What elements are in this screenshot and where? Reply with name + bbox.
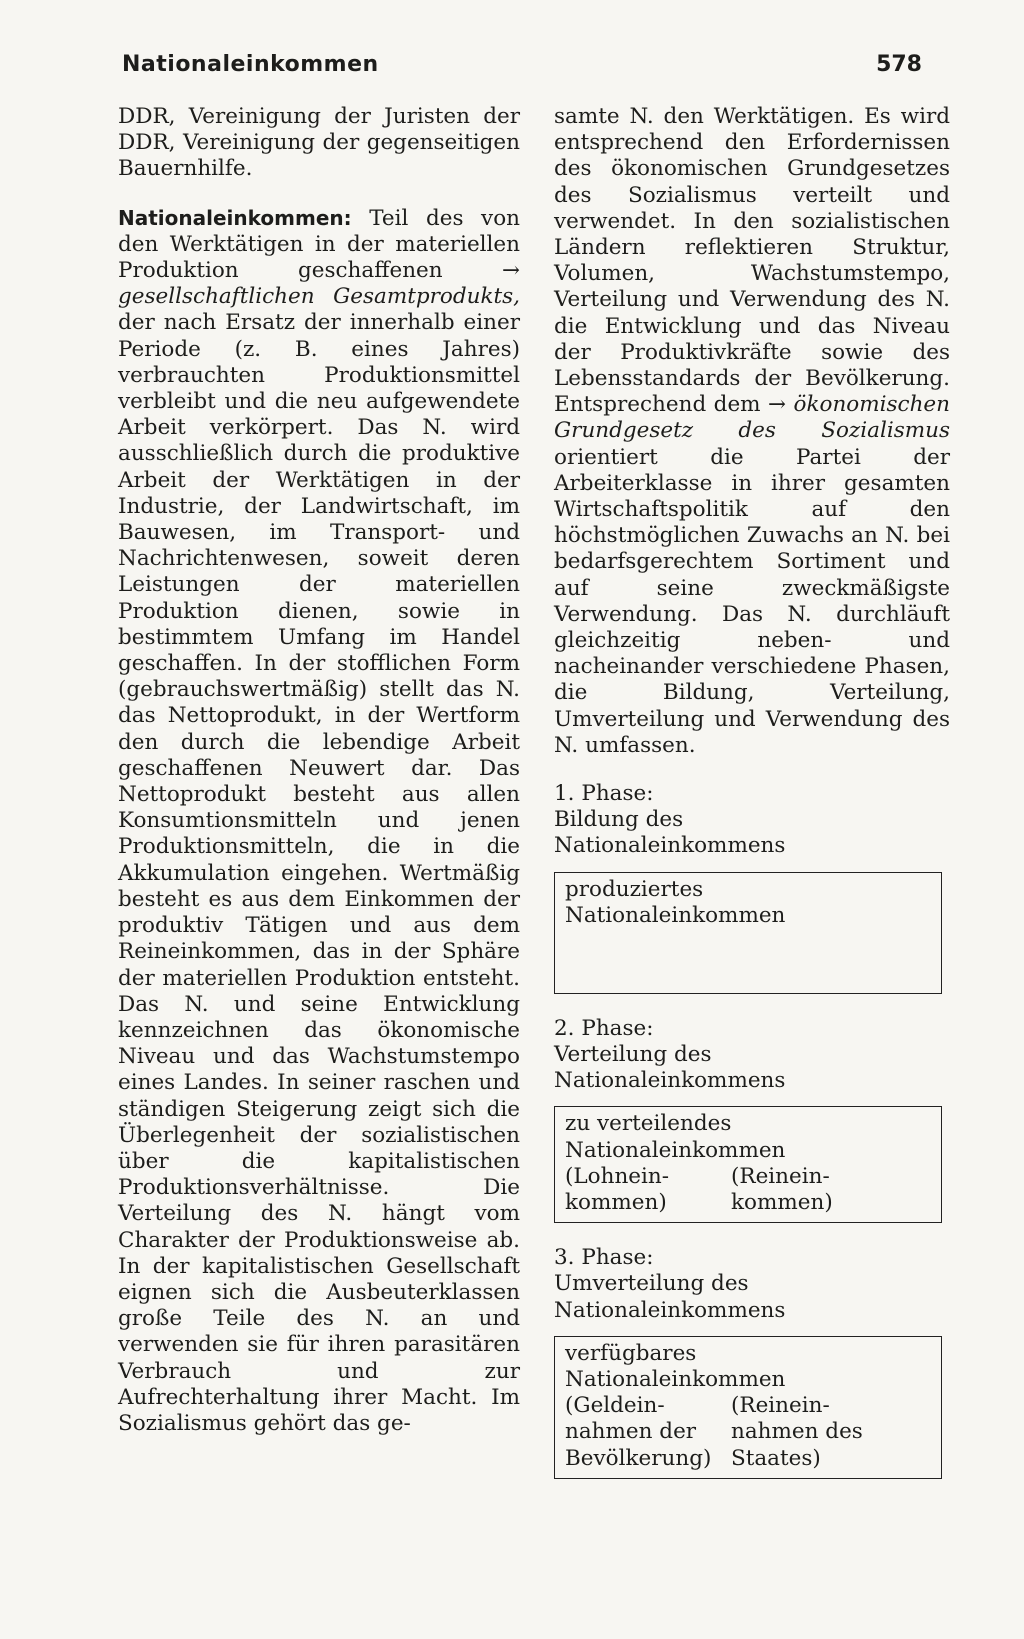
phase-box xyxy=(554,872,942,994)
phase-label: 3. Phase: xyxy=(554,1245,654,1271)
entry-term: Nationaleinkommen: xyxy=(118,205,352,230)
phase-name-line: Umverteilung des xyxy=(554,1271,749,1297)
intro-paragraph: DDR, Vereinigung der Juristen der DDR, Vereinigung der gegenseitigen Bauernhilfe. xyxy=(118,104,520,182)
continued-text-2: orientiert die Partei der Arbeiterklasse in ihrer gesamten Wirtschaftspolitik auf den höchstmöglichen Zuwachs an N. bei bedarfsgerechtem Sortiment und auf seine zweckmäßigste Verwendung. Das N. durchläuft gleichzeitig neben- und nacheinander verschiedene Phasen, die Bildung, Verteilung, Umverteilung und Verwendung des N. umfassen. xyxy=(554,444,950,758)
box-line: Nationaleinkommen xyxy=(565,1366,786,1392)
phase-name-line: Nationaleinkommens xyxy=(554,1297,786,1323)
cross-reference-gesamtprodukt[interactable]: gesellschaftlichen Gesamtprodukts, xyxy=(118,284,520,310)
phase-box xyxy=(554,1106,942,1223)
phase-name-line: Verteilung des xyxy=(554,1041,712,1067)
cross-reference-grundgesetz[interactable]: ökonomischen Grundgesetz des Sozialismus xyxy=(554,392,950,444)
box-line: Nationaleinkommen xyxy=(565,902,786,928)
box-split-row xyxy=(565,1393,931,1472)
phase-2 xyxy=(554,1016,950,1223)
box-left-cell xyxy=(565,1164,731,1216)
box-left-line: kommen) xyxy=(565,1189,667,1215)
box-left-cell xyxy=(565,1393,731,1472)
right-column xyxy=(554,104,950,1479)
page-number: 578 xyxy=(876,52,922,77)
box-right-cell xyxy=(731,1164,931,1216)
entry-paragraph xyxy=(118,205,520,1438)
box-split-row xyxy=(565,1164,931,1216)
box-line: Nationaleinkommen xyxy=(565,1137,786,1163)
box-line: zu verteilendes xyxy=(565,1111,732,1137)
phase-name-line: Nationaleinkommens xyxy=(554,1068,786,1094)
box-left-line: (Lohnein- xyxy=(565,1163,670,1189)
box-right-line: Staates) xyxy=(731,1445,821,1471)
cross-reference-arrow-icon: → xyxy=(501,258,520,284)
continued-paragraph xyxy=(554,104,950,759)
box-right-line: (Reinein- xyxy=(731,1393,830,1419)
box-left-line: Bevölkerung) xyxy=(565,1445,712,1471)
phase-3 xyxy=(554,1245,950,1479)
paragraph-gap xyxy=(118,183,520,205)
left-column xyxy=(118,104,520,1437)
box-right-line: kommen) xyxy=(731,1189,833,1215)
box-right-cell xyxy=(731,1393,931,1472)
box-line: produziertes xyxy=(565,876,704,902)
phase-label: 1. Phase: xyxy=(554,781,654,807)
phase-1 xyxy=(554,781,950,994)
box-line: verfügbares xyxy=(565,1340,697,1366)
box-left-line: (Geldein- xyxy=(565,1393,665,1419)
entry-text-2: der nach Ersatz der innerhalb einer Periode (z. B. eines Jahres) verbrauchten Produktionsmittel verbleibt und die neu aufgewendete Arbeit verkörpert. Das N. wird ausschließlich durch die produktive Arbeit der Werktätigen in der Industrie, der Landwirtschaft, im Bauwesen, im Transport- und Nachrichtenwesen, soweit deren Leistungen der materiellen Produktion dienen, sowie in bestimmtem Umfang im Handel geschaffen. In der stofflichen Form (gebrauchswertmäßig) stellt das N. das Nettoprodukt, in der Wertform den durch die lebendige Arbeit geschaffenen Neuwert dar. Das Nettoprodukt besteht aus allen Konsumtionsmitteln und jenen Produktionsmitteln, die in die Akkumulation eingehen. Wertmäßig besteht es aus dem Einkommen der produktiv Tätigen und aus dem Reineinkommen, das in der Sphäre der materiellen Produktion entsteht. Das N. und seine Entwicklung kennzeichnen das ökonomische Niveau und das Wachstumstempo eines Landes. In seiner raschen und ständigen Steigerung zeigt sich die Überlegenheit der sozialistischen über die kapitalistischen Produktionsverhältnisse. Die Verteilung des N. hängt vom Charakter der Produktionsweise ab. In der kapitalistischen Gesellschaft eignen sich die Ausbeuterklassen große Teile des N. an und verwenden sie für ihren parasitären Verbrauch und zur Aufrechterhaltung ihrer Macht. Im Sozialismus gehört das ge- xyxy=(118,310,520,1436)
page-header xyxy=(122,52,922,92)
box-right-line: (Reinein- xyxy=(731,1163,830,1189)
continued-text-1: samte N. den Werktätigen. Es wird entsprechend den Erfordernissen des ökonomischen Grundgesetzes des Sozialismus verteilt und verwendet. In den sozialistischen Ländern reflektieren Struktur, Volumen, Wachstumstempo, Verteilung und Verwendung des N. die Entwicklung und das Niveau der Produktivkräfte sowie des Lebensstandards der Bevölkerung. Entsprechend dem xyxy=(554,104,950,418)
box-right-line: nahmen des xyxy=(731,1419,863,1445)
phase-box xyxy=(554,1336,942,1479)
phase-name-line: Bildung des xyxy=(554,807,684,833)
phase-label: 2. Phase: xyxy=(554,1015,654,1041)
running-head: Nationaleinkommen xyxy=(122,52,379,77)
phase-name-line: Nationaleinkommens xyxy=(554,833,786,859)
cross-reference-arrow-icon: → xyxy=(768,392,787,418)
entry-text-1: Teil des von den Werktätigen in der materiellen Produktion geschaffenen xyxy=(118,205,520,284)
box-left-line: nahmen der xyxy=(565,1419,697,1445)
